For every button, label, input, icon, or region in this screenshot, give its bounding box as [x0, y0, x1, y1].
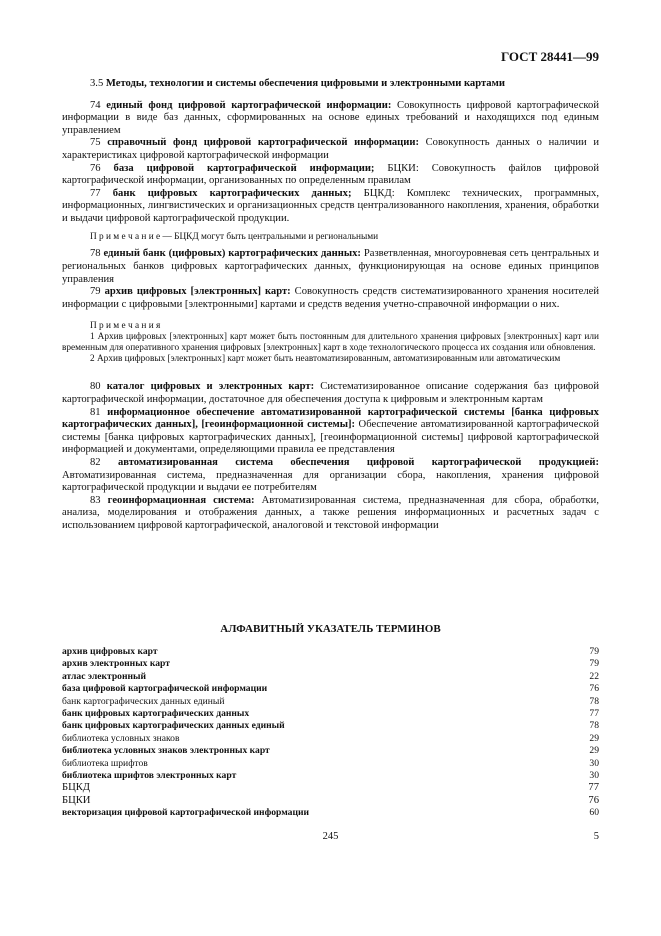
index-term: банк картографических данных единый [62, 695, 225, 707]
index-number: 30 [589, 769, 599, 781]
term-name: единый фонд цифровой картографической информации: [106, 99, 392, 111]
index-number: 60 [589, 807, 599, 819]
term-definition: БЦКД: Комплекс технических, программных, информационных, лингвистических и организационных средств централизованного накопления, хранения, обработки и выдачи цифровой картографической продукции. [62, 187, 599, 224]
term-name: автоматизированная система обеспечения цифровой картографической продукцией: [117, 457, 599, 469]
term-definition: Автоматизированная система, предназначенная для организации сбора, накопления, хранения цифровой картографической продукции и выдачи ее потребителям [62, 469, 599, 494]
term-entry-82: 82 автоматизированная система обеспечения цифровой картографической продукцией: Автоматизированная система, предназначенная для организации сбора, накопления, хранения цифровой картографической продукции и выдачи ее потребителям [62, 457, 599, 494]
term-entry-83: 83 геоинформационная система: Автоматизированная система, предназначенная для сбора, обработки, анализа, моделирования и отображения данных, а также решения информационных и расчетных задач с использованием цифровой картографической, аналоговой и текстовой информации [62, 494, 599, 532]
index-row [62, 782, 599, 794]
index-row [62, 733, 599, 745]
term-name: каталог цифровых и электронных карт: [106, 381, 315, 393]
term-definition: Совокупность данных о наличии и характеристиках цифровой картографической информации [62, 137, 599, 161]
index-row [62, 795, 599, 807]
index-number: 76 [588, 794, 599, 806]
term-definition: Совокупность цифровой картографической информации в виде баз данных, сформированных на основе единых требований и находящихся под единым управлением [62, 99, 599, 136]
index-number: 29 [589, 732, 599, 744]
index-term: библиотека условных знаков электронных карт [62, 745, 270, 757]
index-number: 77 [588, 782, 599, 794]
index-number: 79 [589, 658, 599, 670]
index-row [62, 671, 599, 683]
note-text: — БЦКД могут быть центральными и региональными [160, 231, 379, 242]
index-number: 29 [589, 745, 599, 757]
index-term: библиотека шрифтов электронных карт [62, 769, 237, 781]
index-term: БЦКИ [62, 794, 91, 806]
index-title: АЛФАВИТНЫЙ УКАЗАТЕЛЬ ТЕРМИНОВ [220, 623, 441, 635]
index-term: архив электронных карт [62, 658, 170, 670]
note-79-2: 2 Архив цифровых [электронных] карт может быть неавтоматизированным, автоматизированным или автоматическим [90, 353, 561, 364]
index-number: 22 [589, 670, 599, 682]
index-number: 79 [589, 646, 599, 657]
index-term: банк цифровых картографических данных [62, 707, 250, 719]
index-term: база цифровой картографической информации [62, 683, 268, 695]
index-number: 76 [589, 683, 599, 695]
term-name: база цифровой картографической информации; [113, 162, 375, 174]
term-name: банк цифровых картографических данных; [112, 187, 352, 199]
index-row [62, 708, 599, 720]
term-definition: Автоматизированная система, предназначенная для сбора, обработки, анализа, моделирования и отображения данных, а также решения информационных и расчетных задач с использованием цифровой картографической, аналоговой и текстовой информации [62, 494, 599, 532]
index-row [62, 696, 599, 708]
term-definition: Обеспечение автоматизированной картографической системы [банка цифровых картографических данных], [геоинформационной системы] цифровой картографической информацией и документами, определяющими правила ее представления [62, 419, 599, 456]
index-row [62, 758, 599, 770]
term-definition: Разветвленная, многоуровневая сеть центральных и региональных банков цифровых картографических данных, функционирующая на основе единых принципов управления [62, 248, 599, 285]
term-entry-75: 75 справочный фонд цифровой картографической информации: Совокупность данных о наличии и характеристиках цифровой картографической информации [62, 137, 599, 161]
index-term: библиотека условных знаков [62, 732, 180, 744]
term-name: справочный фонд цифровой картографической информации: [107, 137, 419, 149]
term-entry-76: 76 база цифровой картографической информации; БЦКИ: Совокупность файлов цифровой картографической информации, организованных по определенным правилам [62, 162, 599, 187]
term-entry-81: 81 информационное обеспечение автоматизированной картографической системы [банка цифровых картографических данных], [геоинформационной системы]: Обеспечение автоматизированной картографической системы [банка цифровых картографических данных], [геоинформационной системы] цифровой картографической информацией и документами, определяющими правила ее представления [62, 406, 599, 456]
term-name: архив цифровых [электронных] карт: [104, 286, 291, 298]
term-entry-74: 74 единый фонд цифровой картографической информации: Совокупность цифровой картографической информации в виде баз данных, сформированных на основе единых требований и находящихся под единым управлением [62, 99, 599, 136]
index-row [62, 646, 599, 658]
term-entry-78: 78 единый банк (цифровых) картографических данных: Разветвленная, многоуровневая сеть центральных и региональных банков цифровых картографических данных, функционирующая на основе единых принципов управления [62, 248, 599, 285]
index-number: 78 [589, 720, 599, 732]
index-row [62, 658, 599, 670]
index-row [62, 807, 599, 819]
index-row [62, 770, 599, 782]
index-number: 78 [589, 695, 599, 707]
index-number: 30 [589, 757, 599, 769]
section-number: 3.5 [90, 78, 104, 89]
term-entry-77: 77 банк цифровых картографических данных; БЦКД: Комплекс технических, программных, информационных, лингвистических и организационных средств централизованного накопления, хранения, обработки и выдачи цифровой картографической продукции. [62, 187, 599, 224]
index-term: БЦКД [62, 782, 91, 794]
index-number: 77 [589, 707, 599, 719]
index-term: векторизация цифровой картографической информации [62, 807, 310, 819]
section-title: Методы, технологии и системы обеспечения цифровыми и электронными картами [105, 78, 505, 89]
term-name: единый банк (цифровых) картографических данных: [103, 248, 361, 260]
section-heading [62, 78, 599, 91]
term-entry-79: 79 архив цифровых [электронных] карт: Совокупность средств систематизированного хранения носителей информации с цифровыми [электронными] картами и средств ведения учетно-справочной информации о них. [62, 286, 599, 310]
term-definition: БЦКИ: Совокупность файлов цифровой картографической информации, организованных по определенным правилам [62, 162, 599, 187]
index-row [62, 720, 599, 732]
index-term: атлас электронный [62, 670, 147, 682]
index-term: банк цифровых картографических данных единый [62, 720, 285, 732]
index-row [62, 683, 599, 695]
page-number: 245 [322, 831, 339, 842]
term-index [62, 646, 599, 819]
term-name: геоинформационная система: [107, 494, 255, 506]
index-term: библиотека шрифтов [62, 757, 148, 769]
note-79-1: 1 Архив цифровых [электронных] карт может быть постоянным для длительного хранения цифровых [электронных] карт или временным для оперативного хранения цифровых [электронных] карт в ходе технологического процесса их создания или обновления. [62, 332, 599, 353]
document-code: ГОСТ 28441—99 [500, 49, 599, 64]
term-entry-80: 80 каталог цифровых и электронных карт: Систематизированное описание содержания баз цифровой картографической информации, достаточное для обеспечения доступа к цифровым и электронным картам [62, 381, 599, 406]
index-row [62, 745, 599, 757]
term-definition: Совокупность средств систематизированного хранения носителей информации с цифровыми [электронными] картами и средств ведения учетно-справочной информации о них. [62, 286, 599, 310]
term-name: информационное обеспечение автоматизированной картографической системы [банка цифровых картографических данных], [геоинформационной системы]: [62, 406, 599, 431]
notes-79-label: П р и м е ч а н и я [90, 321, 161, 332]
note-label: П р и м е ч а н и е [90, 231, 161, 242]
term-definition: Систематизированное описание содержания баз цифровой картографической информации, достаточное для обеспечения доступа к цифровым и электронным картам [62, 381, 599, 406]
sheet-number: 5 [593, 831, 599, 842]
document-body [62, 78, 599, 533]
note-77 [62, 232, 599, 243]
index-term: архив цифровых карт [62, 646, 158, 657]
